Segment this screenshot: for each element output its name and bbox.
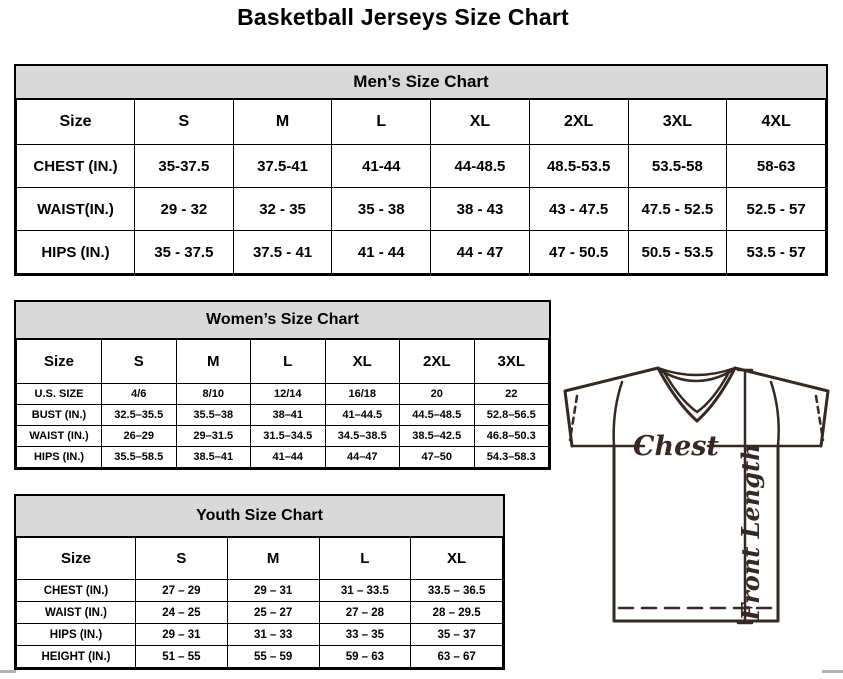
size-value-cell: 35-37.5 bbox=[135, 145, 234, 188]
scrollbar-fragment-left bbox=[0, 670, 16, 673]
size-column-l: L bbox=[332, 100, 431, 145]
size-value-cell: 33.5 – 36.5 bbox=[411, 580, 503, 602]
size-column-4xl: 4XL bbox=[727, 100, 826, 145]
size-column-s: S bbox=[136, 538, 228, 580]
size-column-2xl: 2XL bbox=[400, 340, 475, 384]
size-value-cell: 16/18 bbox=[325, 384, 400, 405]
table-row bbox=[17, 580, 503, 602]
size-value-cell: 29 – 31 bbox=[227, 580, 319, 602]
size-value-cell: 58-63 bbox=[727, 145, 826, 188]
size-value-cell: 44–47 bbox=[325, 447, 400, 468]
row-label: HEIGHT (IN.) bbox=[17, 646, 136, 668]
table-row bbox=[17, 384, 549, 405]
table-row bbox=[17, 145, 826, 188]
size-value-cell: 22 bbox=[474, 384, 549, 405]
size-column-header: Size bbox=[17, 100, 135, 145]
table-row bbox=[17, 188, 826, 231]
size-column-3xl: 3XL bbox=[474, 340, 549, 384]
size-column-s: S bbox=[102, 340, 177, 384]
size-value-cell: 32 - 35 bbox=[233, 188, 332, 231]
row-label: HIPS (IN.) bbox=[17, 447, 102, 468]
right-cuff-dashed-line bbox=[816, 396, 823, 440]
table-row bbox=[17, 426, 549, 447]
size-value-cell: 59 – 63 bbox=[319, 646, 411, 668]
page-title: Basketball Jerseys Size Chart bbox=[237, 4, 569, 30]
table-header-row bbox=[17, 538, 503, 580]
table-header-row bbox=[17, 340, 549, 384]
size-value-cell: 63 – 67 bbox=[411, 646, 503, 668]
jersey-outline bbox=[565, 368, 828, 621]
size-value-cell: 33 – 35 bbox=[319, 624, 411, 646]
row-label: HIPS (IN.) bbox=[17, 231, 135, 274]
scrollbar-fragment-right bbox=[822, 670, 843, 673]
mens-size-chart-title: Men’s Size Chart bbox=[16, 66, 826, 99]
size-value-cell: 53.5-58 bbox=[628, 145, 727, 188]
size-value-cell: 20 bbox=[400, 384, 475, 405]
size-value-cell: 8/10 bbox=[176, 384, 251, 405]
size-value-cell: 4/6 bbox=[102, 384, 177, 405]
row-label: WAIST (IN.) bbox=[17, 426, 102, 447]
size-value-cell: 27 – 28 bbox=[319, 602, 411, 624]
table-header-row bbox=[17, 100, 826, 145]
size-column-l: L bbox=[251, 340, 326, 384]
front-length-label: Front Length bbox=[736, 443, 765, 621]
size-value-cell: 38.5–42.5 bbox=[400, 426, 475, 447]
size-value-cell: 47 - 50.5 bbox=[529, 231, 628, 274]
size-value-cell: 12/14 bbox=[251, 384, 326, 405]
womens-size-chart-title: Women’s Size Chart bbox=[16, 302, 549, 339]
size-column-m: M bbox=[227, 538, 319, 580]
size-value-cell: 31.5–34.5 bbox=[251, 426, 326, 447]
size-value-cell: 35.5–38 bbox=[176, 405, 251, 426]
size-value-cell: 38.5–41 bbox=[176, 447, 251, 468]
size-value-cell: 47–50 bbox=[400, 447, 475, 468]
size-value-cell: 52.8–56.5 bbox=[474, 405, 549, 426]
size-value-cell: 55 – 59 bbox=[227, 646, 319, 668]
row-label: U.S. SIZE bbox=[17, 384, 102, 405]
size-value-cell: 25 – 27 bbox=[227, 602, 319, 624]
size-value-cell: 51 – 55 bbox=[136, 646, 228, 668]
size-value-cell: 34.5–38.5 bbox=[325, 426, 400, 447]
mens-size-chart bbox=[14, 64, 828, 276]
jersey-measurement-diagram bbox=[556, 360, 843, 640]
size-value-cell: 38–41 bbox=[251, 405, 326, 426]
size-column-2xl: 2XL bbox=[529, 100, 628, 145]
size-value-cell: 35 – 37 bbox=[411, 624, 503, 646]
size-value-cell: 43 - 47.5 bbox=[529, 188, 628, 231]
jersey-diagram-svg bbox=[556, 360, 843, 640]
table-row bbox=[17, 646, 503, 668]
size-value-cell: 29 - 32 bbox=[135, 188, 234, 231]
size-column-m: M bbox=[176, 340, 251, 384]
size-column-s: S bbox=[135, 100, 234, 145]
table-row bbox=[17, 405, 549, 426]
size-value-cell: 48.5-53.5 bbox=[529, 145, 628, 188]
size-value-cell: 27 – 29 bbox=[136, 580, 228, 602]
row-label: WAIST(IN.) bbox=[17, 188, 135, 231]
size-column-header: Size bbox=[17, 340, 102, 384]
size-value-cell: 41–44.5 bbox=[325, 405, 400, 426]
size-column-header: Size bbox=[17, 538, 136, 580]
size-value-cell: 37.5 - 41 bbox=[233, 231, 332, 274]
size-value-cell: 41–44 bbox=[251, 447, 326, 468]
womens-size-table bbox=[16, 339, 549, 468]
size-value-cell: 24 – 25 bbox=[136, 602, 228, 624]
size-value-cell: 52.5 - 57 bbox=[727, 188, 826, 231]
size-column-3xl: 3XL bbox=[628, 100, 727, 145]
size-value-cell: 46.8–50.3 bbox=[474, 426, 549, 447]
table-row bbox=[17, 602, 503, 624]
size-value-cell: 35 - 37.5 bbox=[135, 231, 234, 274]
youth-size-chart-title: Youth Size Chart bbox=[16, 496, 503, 537]
size-value-cell: 50.5 - 53.5 bbox=[628, 231, 727, 274]
size-value-cell: 44.5–48.5 bbox=[400, 405, 475, 426]
size-value-cell: 41 - 44 bbox=[332, 231, 431, 274]
size-value-cell: 53.5 - 57 bbox=[727, 231, 826, 274]
size-value-cell: 28 – 29.5 bbox=[411, 602, 503, 624]
size-value-cell: 29 – 31 bbox=[136, 624, 228, 646]
youth-size-table bbox=[16, 537, 503, 668]
size-value-cell: 41-44 bbox=[332, 145, 431, 188]
chest-label: Chest bbox=[633, 431, 719, 462]
size-column-m: M bbox=[233, 100, 332, 145]
size-value-cell: 44-48.5 bbox=[431, 145, 530, 188]
row-label: WAIST (IN.) bbox=[17, 602, 136, 624]
row-label: CHEST (IN.) bbox=[17, 580, 136, 602]
size-value-cell: 35.5–58.5 bbox=[102, 447, 177, 468]
size-value-cell: 44 - 47 bbox=[431, 231, 530, 274]
row-label: HIPS (IN.) bbox=[17, 624, 136, 646]
size-column-l: L bbox=[319, 538, 411, 580]
youth-size-chart bbox=[14, 494, 505, 670]
table-row bbox=[17, 624, 503, 646]
size-column-xl: XL bbox=[411, 538, 503, 580]
mens-size-table bbox=[16, 99, 826, 274]
table-row bbox=[17, 231, 826, 274]
size-value-cell: 54.3–58.3 bbox=[474, 447, 549, 468]
size-value-cell: 29–31.5 bbox=[176, 426, 251, 447]
size-value-cell: 47.5 - 52.5 bbox=[628, 188, 727, 231]
size-value-cell: 35 - 38 bbox=[332, 188, 431, 231]
size-value-cell: 31 – 33.5 bbox=[319, 580, 411, 602]
womens-size-chart bbox=[14, 300, 551, 470]
size-value-cell: 26–29 bbox=[102, 426, 177, 447]
row-label: CHEST (IN.) bbox=[17, 145, 135, 188]
left-cuff-dashed-line bbox=[570, 396, 577, 440]
size-value-cell: 31 – 33 bbox=[227, 624, 319, 646]
size-column-xl: XL bbox=[325, 340, 400, 384]
row-label: BUST (IN.) bbox=[17, 405, 102, 426]
size-value-cell: 37.5-41 bbox=[233, 145, 332, 188]
size-value-cell: 38 - 43 bbox=[431, 188, 530, 231]
size-value-cell: 32.5–35.5 bbox=[102, 405, 177, 426]
table-row bbox=[17, 447, 549, 468]
size-column-xl: XL bbox=[431, 100, 530, 145]
measurement-lines bbox=[572, 370, 821, 623]
